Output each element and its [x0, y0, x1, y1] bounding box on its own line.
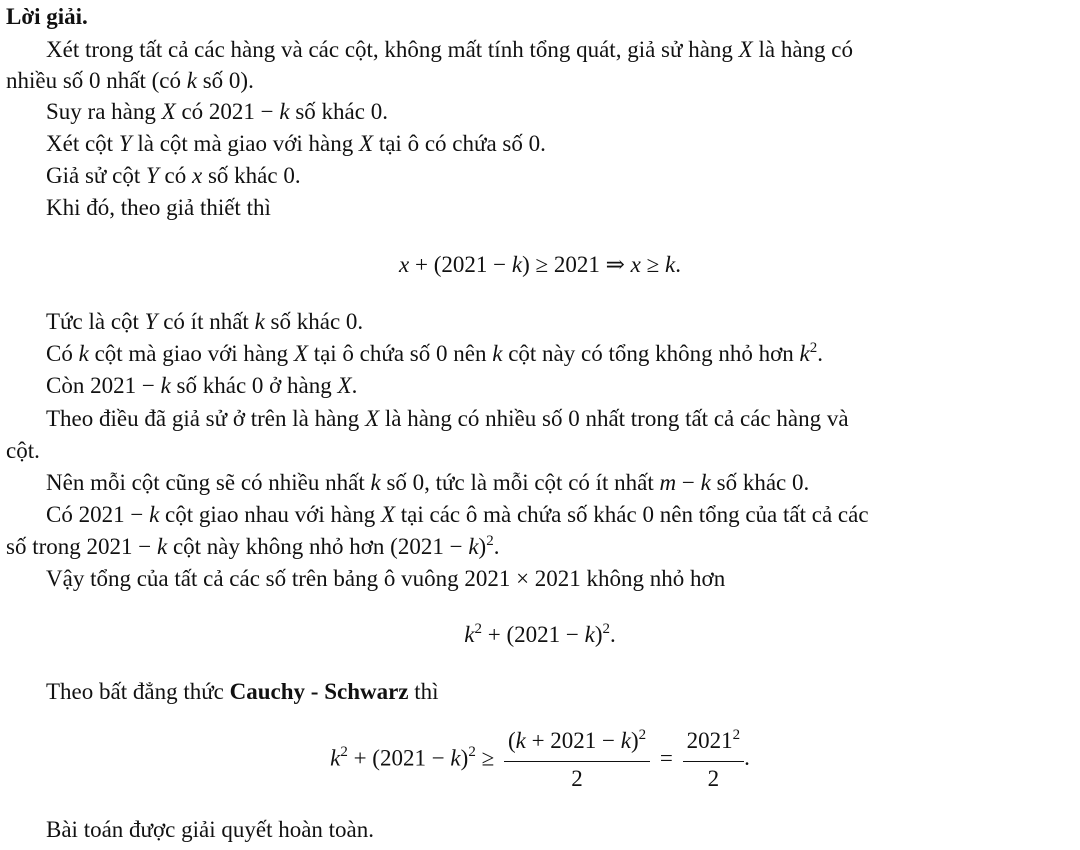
var-m: m: [659, 470, 677, 495]
var-x-lower: x: [399, 252, 410, 277]
var-x-upper: X: [161, 99, 176, 124]
text: tại ô có chứa số 0.: [373, 131, 546, 156]
text: ) ≥ 2021 ⇒: [522, 252, 631, 277]
fraction-2-numerator: [683, 726, 745, 762]
var-x-lower: x: [630, 252, 641, 277]
text: ): [631, 728, 639, 753]
fraction-1-numerator: [504, 726, 650, 762]
text: Suy ra hàng: [46, 99, 162, 124]
text: Còn 2021 −: [46, 373, 161, 398]
text: có ít nhất: [157, 309, 255, 334]
exponent: 2: [474, 621, 482, 637]
text: nhiều số 0 nhất (có: [6, 68, 187, 93]
var-k: k: [468, 534, 479, 559]
exponent: 2: [809, 340, 818, 356]
text: Nên mỗi cột cũng sẽ có nhiều nhất: [46, 470, 371, 495]
text: Có: [46, 341, 79, 366]
text: có: [158, 163, 192, 188]
var-k: k: [515, 728, 526, 753]
text: Tức là cột: [46, 309, 145, 334]
var-y-upper: Y: [144, 309, 158, 334]
text: (: [507, 728, 516, 753]
text: + (2021 −: [347, 745, 451, 771]
var-x-upper: X: [365, 406, 380, 431]
text: + (2021 −: [481, 622, 585, 647]
paragraph-6: [46, 307, 363, 337]
paragraph-5: Khi đó, theo giả thiết thì: [46, 195, 271, 220]
text: thì: [408, 679, 439, 704]
var-k: k: [160, 373, 171, 398]
var-k: k: [492, 341, 503, 366]
text: −: [676, 470, 701, 495]
paragraph-7: [46, 339, 823, 372]
text: cột này không nhỏ hơn (2021 −: [167, 534, 469, 559]
text: tại các ô mà chứa số khác 0 nên tổng của tất cả các: [395, 502, 869, 527]
paragraph-1-line-2: [6, 66, 254, 96]
var-y-upper: Y: [145, 163, 159, 188]
var-k: k: [156, 534, 168, 559]
exponent: 2: [602, 621, 610, 637]
theorem-name: Cauchy - Schwarz: [229, 679, 409, 704]
text: .: [744, 745, 750, 771]
var-k: k: [464, 622, 475, 647]
text: ≥: [475, 745, 495, 771]
paragraph-2: [46, 97, 388, 127]
text: .: [493, 534, 500, 559]
var-k: k: [700, 470, 711, 495]
text: + 2021 −: [525, 728, 621, 753]
text: số khác 0.: [264, 309, 364, 334]
text: ≥: [640, 252, 665, 277]
text: cột này có tổng không nhỏ hơn: [502, 341, 800, 366]
text: Xét trong tất cả các hàng và các cột, không mất tính tổng quát, giả sử hàng: [46, 37, 739, 62]
text: .: [675, 252, 681, 277]
text: ): [460, 745, 469, 771]
paragraph-3: [46, 129, 546, 159]
paragraph-4: [46, 161, 301, 191]
var-k: k: [584, 622, 595, 647]
paragraph-8: [46, 371, 357, 401]
var-k: k: [799, 341, 810, 366]
text: tại ô chứa số 0 nên: [307, 341, 493, 366]
exponent: 2: [732, 727, 741, 743]
text: số 0, tức là mỗi cột có ít nhất: [380, 470, 660, 495]
paragraph-14: Bài toán được giải quyết hoàn toàn.: [46, 817, 375, 842]
var-k: k: [450, 745, 461, 771]
var-k: k: [330, 745, 341, 771]
text: số khác 0.: [202, 163, 301, 188]
text: 2021: [686, 728, 733, 753]
var-x-upper: X: [738, 37, 753, 62]
paragraph-11-line-1: [46, 500, 869, 530]
var-y-upper: Y: [118, 131, 132, 156]
paragraph-9-line-2: cột.: [6, 438, 40, 463]
exponent: 2: [340, 744, 348, 761]
paragraph-13: [46, 677, 439, 707]
paragraph-9-line-1: [46, 404, 849, 434]
text: có 2021 −: [175, 99, 280, 124]
fraction-1: [504, 726, 650, 794]
equation-2: [0, 620, 1080, 653]
var-k: k: [149, 502, 160, 527]
var-k: k: [370, 470, 381, 495]
text: Giả sử cột: [46, 163, 146, 188]
paragraph-10: [46, 468, 809, 498]
paragraph-1-line-1: [46, 35, 853, 65]
text: Theo bất đẳng thức: [46, 679, 230, 704]
exponent: 2: [486, 533, 494, 549]
var-k: k: [254, 309, 265, 334]
text: cột mà giao với hàng: [88, 341, 294, 366]
text: số trong 2021 −: [6, 534, 157, 559]
text: + (2021 −: [409, 252, 512, 277]
text: số khác 0 ở hàng: [170, 373, 338, 398]
exponent: 2: [468, 744, 476, 761]
text: cột giao nhau với hàng: [159, 502, 381, 527]
var-k: k: [279, 99, 290, 124]
text: số 0).: [196, 68, 254, 93]
text: Xét cột: [46, 131, 119, 156]
text: ): [478, 534, 487, 559]
text: .: [817, 341, 823, 366]
var-k: k: [664, 252, 676, 277]
text: ): [594, 622, 603, 647]
var-x-upper: X: [337, 373, 352, 398]
var-k: k: [620, 728, 631, 753]
fraction-1-denominator: 2: [571, 766, 583, 791]
text: Theo điều đã giả sử ở trên là hàng: [46, 406, 366, 431]
solution-heading: Lời giải.: [6, 4, 88, 29]
var-k: k: [186, 68, 197, 93]
equals-sign: =: [659, 745, 673, 771]
text: là cột mà giao với hàng: [131, 131, 360, 156]
var-k: k: [78, 341, 89, 366]
text: .: [351, 373, 358, 398]
var-x-upper: X: [293, 341, 308, 366]
text: .: [609, 622, 616, 647]
paragraph-11-line-2: [6, 532, 499, 565]
fraction-2: [683, 726, 745, 794]
text: là hàng có: [752, 37, 853, 62]
text: Có 2021 −: [46, 502, 150, 527]
var-k: k: [511, 252, 523, 277]
text: số khác 0.: [289, 99, 388, 124]
text: là hàng có nhiều số 0 nhất trong tất cả các hàng và: [379, 406, 849, 431]
text: số khác 0.: [710, 470, 810, 495]
fraction-2-denominator: 2: [707, 766, 720, 791]
var-x-lower: x: [192, 163, 203, 188]
paragraph-12: Vậy tổng của tất cả các số trên bảng ô vuông 2021 × 2021 không nhỏ hơn: [46, 566, 726, 591]
equation-1: [0, 250, 1080, 280]
equation-3: [0, 726, 1080, 794]
var-x-upper: X: [380, 502, 396, 527]
var-x-upper: X: [359, 131, 374, 156]
exponent: 2: [638, 727, 647, 743]
